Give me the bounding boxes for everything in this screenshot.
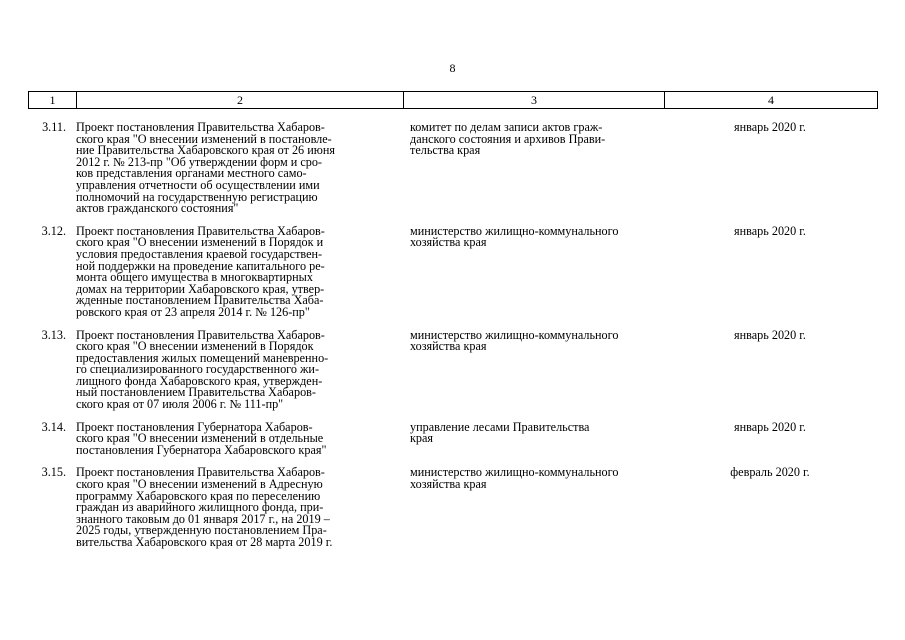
item-title-line: программу Хабаровского края по переселению <box>76 488 321 503</box>
item-executor-line: управление лесами Правительства <box>410 419 590 434</box>
item-title <box>74 419 401 457</box>
item-title-line: го специализированного государственного жи- <box>76 362 320 377</box>
item-number: 3.13. <box>41 327 66 342</box>
item-executor <box>401 223 663 319</box>
item-title-line: лищного фонда Хабаровского края, утвержден- <box>76 373 323 388</box>
item-title-line: ского края от 07 июля 2006 г. № 111-пр" <box>76 397 284 412</box>
item-title-line: 2025 годы, утвержденную постановлением Пра- <box>76 523 327 538</box>
item-title-line: Проект постановления Правительства Хабаров- <box>76 120 325 134</box>
column-header-row <box>29 92 878 109</box>
item-title-line: ского края "О внесении изменений в постановле- <box>76 131 332 146</box>
item-deadline: январь 2020 г. <box>734 419 806 434</box>
table-row <box>28 122 877 215</box>
column-header-table <box>28 91 878 109</box>
item-title-line: ной поддержки на проведение капитального ре- <box>76 258 325 273</box>
item-title-line: ского края "О внесении изменений в Адресную <box>76 477 323 492</box>
item-executor-line: комитет по делам записи актов граж- <box>410 120 603 134</box>
item-executor <box>401 327 663 411</box>
item-title-line: домах на территории Хабаровского края, утвер- <box>76 281 325 296</box>
item-title-line: знанного таковым до 01 января 2017 г., на 2019 – <box>76 511 330 526</box>
item-title-line: предоставления жилых помещений маневренно- <box>76 350 329 365</box>
item-title-line: Проект постановления Правительства Хабаров- <box>76 465 325 480</box>
item-title-line: условия предоставления краевой государствен- <box>76 246 323 261</box>
item-executor <box>401 122 663 215</box>
item-executor-line: министерство жилищно-коммунального <box>410 223 619 238</box>
item-title <box>74 467 401 548</box>
item-executor-line: края <box>410 431 434 446</box>
item-number: 3.12. <box>41 223 66 238</box>
column-header-2: 2 <box>77 92 404 109</box>
item-number: 3.11. <box>42 120 66 134</box>
table-row <box>28 223 877 319</box>
item-title-line: Проект постановления Губернатора Хабаров- <box>76 419 313 434</box>
plan-items-list <box>28 122 877 549</box>
item-title <box>74 122 401 215</box>
item-title-line: граждан из аварийного жилищного фонда, при- <box>76 500 324 515</box>
item-executor <box>401 419 663 457</box>
item-title-line: Проект постановления Правительства Хабаров- <box>76 223 325 238</box>
item-deadline: январь 2020 г. <box>734 327 806 342</box>
item-title-line: управления отчетности об осуществлении ими <box>76 177 320 192</box>
item-executor-line: министерство жилищно-коммунального <box>410 465 619 480</box>
item-title-line: 2012 г. № 213-пр "Об утверждении форм и сро- <box>76 154 322 169</box>
item-executor-line: тельства края <box>410 143 481 158</box>
item-number: 3.14. <box>41 419 66 434</box>
item-title-line: ков представления органами местного само- <box>76 166 307 181</box>
table-row <box>28 419 877 457</box>
item-title-line: ние Правительства Хабаровского края от 26 июня <box>76 143 335 158</box>
item-title <box>74 223 401 319</box>
item-title-line: постановления Губернатора Хабаровского края" <box>76 442 327 457</box>
item-executor-line: хозяйства края <box>410 477 487 492</box>
column-header-4: 4 <box>665 92 878 109</box>
item-title-line: ского края "О внесении изменений в отдельные <box>76 431 324 446</box>
item-title-line: актов гражданского состояния" <box>76 201 239 216</box>
item-title <box>74 327 401 412</box>
item-executor-line: данского состояния и архивов Прави- <box>410 131 606 146</box>
item-title-line: вительства Хабаровского края от 28 марта 2019 г. <box>76 535 333 549</box>
item-deadline: январь 2020 г. <box>734 120 806 134</box>
page-number: 8 <box>449 61 456 75</box>
item-executor <box>401 467 663 548</box>
table-row <box>28 467 877 548</box>
item-title-line: ского края "О внесении изменений в Порядок и <box>76 235 324 250</box>
item-executor-line: министерство жилищно-коммунального <box>410 327 619 342</box>
item-title-line: Проект постановления Правительства Хабаров- <box>76 327 325 342</box>
item-executor-line: хозяйства края <box>410 235 487 250</box>
column-header-1: 1 <box>29 92 77 109</box>
item-deadline: февраль 2020 г. <box>730 465 810 480</box>
table-row <box>28 327 877 412</box>
item-number: 3.15. <box>41 465 66 480</box>
column-header-3: 3 <box>404 92 665 109</box>
item-title-line: полномочий на государственную регистрацию <box>76 189 318 204</box>
item-deadline: январь 2020 г. <box>734 223 806 238</box>
item-executor-line: хозяйства края <box>410 339 487 354</box>
item-title-line: ровского края от 23 апреля 2014 г. № 126-пр" <box>76 304 310 319</box>
item-title-line: жденные постановлением Правительства Хаба- <box>76 293 324 308</box>
item-title-line: монта общего имущества в многоквартирных <box>76 270 313 285</box>
item-title-line: ный постановлением Правительства Хабаров- <box>76 385 316 400</box>
item-title-line: ского края "О внесении изменений в Порядок <box>76 339 314 354</box>
